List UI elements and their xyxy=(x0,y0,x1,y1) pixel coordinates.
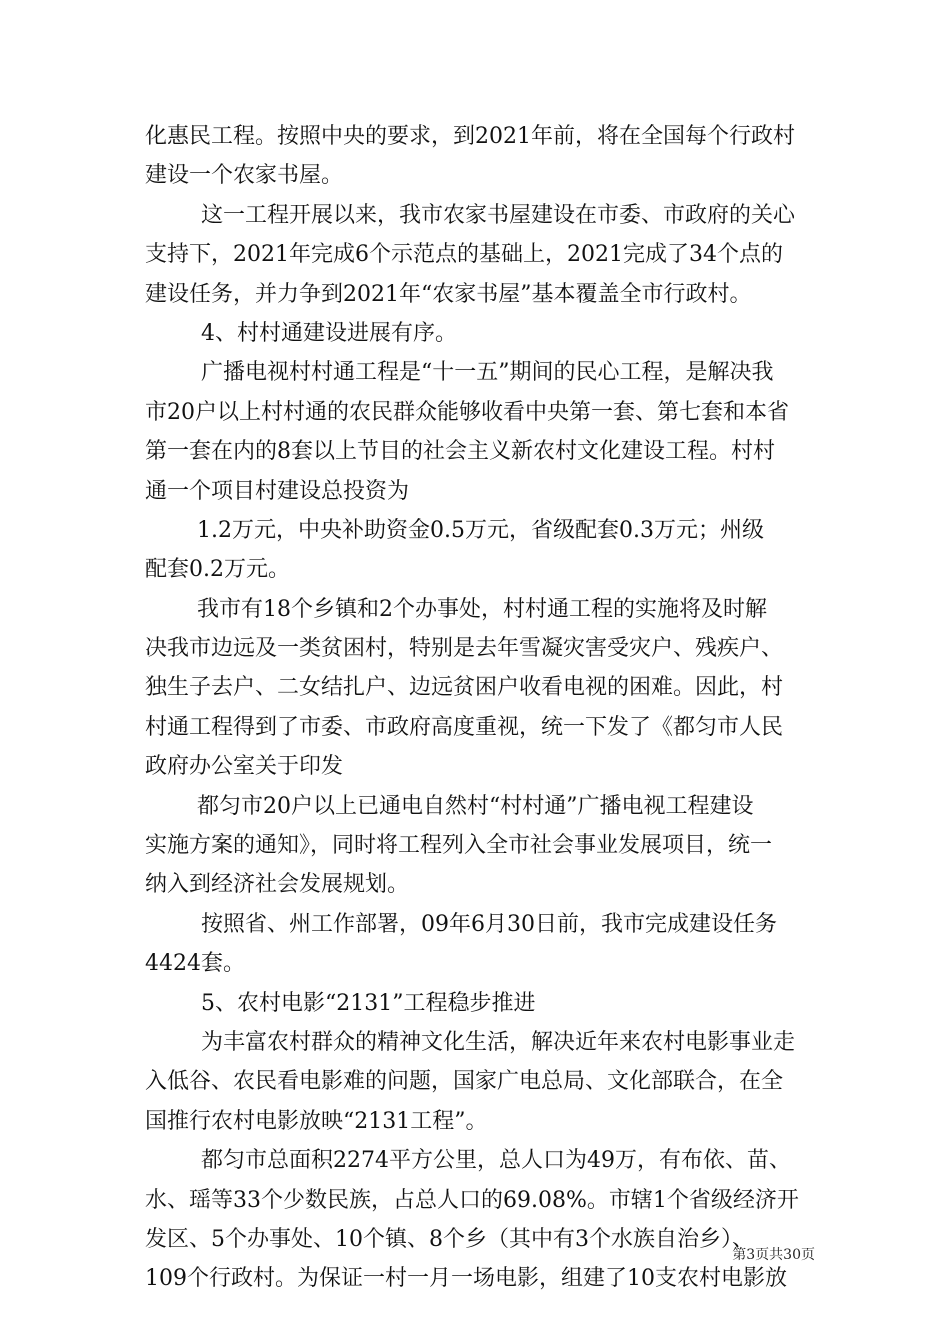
text-line: 建设一个农家书屋。 xyxy=(145,163,344,189)
text-line: 纳入到经济社会发展规划。 xyxy=(145,872,410,898)
text-line: 这一工程开展以来，我市农家书屋建设在市委、市政府的关心 xyxy=(201,202,796,228)
text-line: 通一个项目村建设总投资为 xyxy=(145,478,410,504)
text-line: 建设任务，并力争到2021年“农家书屋”基本覆盖全市行政村。 xyxy=(145,281,752,307)
text-line: 都匀市20户以上已通电自然村“村村通”广播电视工程建设 xyxy=(197,793,754,819)
text-line: 按照省、州工作部署，09年6月30日前，我市完成建设任务 xyxy=(201,911,777,937)
text-line: 4424套。 xyxy=(145,951,245,977)
text-line: 配套0.2万元。 xyxy=(145,557,290,583)
text-line: 决我市边远及一类贫困村，特别是去年雪凝灾害受灾户、残疾户、 xyxy=(145,636,784,662)
section-heading: 5、农村电影“2131”工程稳步推进 xyxy=(201,990,536,1016)
text-line: 为丰富农村群众的精神文化生活，解决近年来农村电影事业走 xyxy=(201,1029,796,1055)
section-heading: 4、村村通建设进展有序。 xyxy=(201,320,457,346)
text-line: 发区、5个办事处、10个镇、8个乡（其中有3个水族自治乡）、 xyxy=(145,1226,754,1252)
text-line: 村通工程得到了市委、市政府高度重视，统一下发了《都匀市人民 xyxy=(145,714,784,740)
text-line: 实施方案的通知》，同时将工程列入全市社会事业发展项目，统一 xyxy=(145,833,773,859)
text-line: 第一套在内的8套以上节目的社会主义新农村文化建设工程。村村 xyxy=(145,439,775,465)
text-line: 政府办公室关于印发 xyxy=(145,754,344,780)
text-line: 支持下，2021年完成6个示范点的基础上，2021完成了34个点的 xyxy=(145,242,783,268)
text-line: 水、瑶等33个少数民族，占总人口的69.08%。市辖1个省级经济开 xyxy=(145,1187,799,1213)
text-line: 化惠民工程。按照中央的要求，到2021年前，将在全国每个行政村 xyxy=(145,124,795,149)
text-line: 109个行政村。为保证一村一月一场电影，组建了10支农村电影放 xyxy=(145,1266,787,1292)
text-line: 我市有18个乡镇和2个办事处，村村通工程的实施将及时解 xyxy=(197,596,767,622)
text-line: 都匀市总面积2274平方公里，总人口为49万，有布依、苗、 xyxy=(201,1148,791,1174)
text-line: 入低谷、农民看电影难的问题，国家广电总局、文化部联合，在全 xyxy=(145,1069,784,1095)
document-body xyxy=(145,117,815,1299)
page-number: 第3页共30页 xyxy=(732,1247,815,1263)
text-line: 广播电视村村通工程是“十一五”期间的民心工程，是解决我 xyxy=(201,360,774,386)
text-line: 1.2万元，中央补助资金0.5万元，省级配套0.3万元；州级 xyxy=(197,517,764,543)
text-line: 国推行农村电影放映“2131工程”。 xyxy=(145,1108,488,1134)
text-line: 市20户以上村村通的农民群众能够收看中央第一套、第七套和本省 xyxy=(145,399,789,425)
text-line: 独生子去户、二女结扎户、边远贫困户收看电视的困难。因此，村 xyxy=(145,675,784,701)
